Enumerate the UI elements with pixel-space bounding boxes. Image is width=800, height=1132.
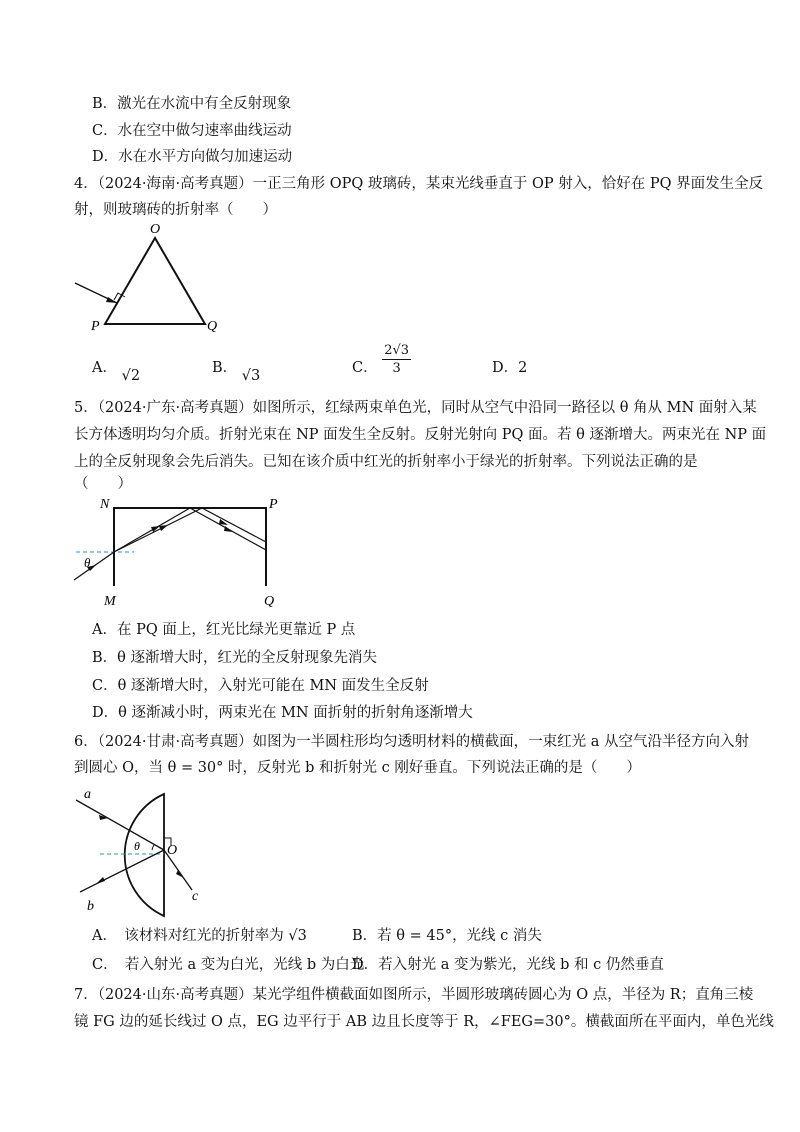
q4-figure-triangle (70, 220, 240, 342)
theta-arc (152, 845, 154, 850)
label-a: a (84, 787, 91, 802)
q3-option-d: D．水在水平方向做匀加速运动 (92, 149, 293, 165)
q4-option-b-value: √3 (241, 368, 261, 384)
q5-stem-line1: 5．（2024·广东·高考真题）如图所示，红绿两束单色光，同时从空气中沿同一路径以 θ 角从 MN 面射入某 (74, 400, 757, 416)
q4-stem-line2: 射，则玻璃砖的折射率（ ） (74, 202, 277, 218)
q4-option-a-value: √2 (121, 368, 141, 384)
semicircle-outline (125, 794, 164, 916)
q3-option-c: C．水在空中做匀速率曲线运动 (92, 123, 292, 139)
refracted-ray-1 (114, 508, 190, 552)
q4-option-b (212, 358, 261, 384)
label-b: b (87, 899, 94, 914)
ray-b (80, 850, 164, 892)
q5-option-d: D．θ 逐渐减小时，两束光在 MN 面折射的折射角逐渐增大 (92, 705, 473, 721)
q6-option-a: A． 该材料对红光的折射率为 √3 (92, 928, 307, 944)
q6-option-b: B．若 θ = 45°，光线 c 消失 (352, 928, 542, 944)
refracted-ray-2 (114, 508, 202, 552)
q7-stem-line2: 镜 FG 边的延长线过 O 点，EG 边平行于 AB 边且长度等于 R，∠FEG=30°。横截面所在平面内，单色光线 (74, 1014, 774, 1030)
label-theta: θ (84, 555, 91, 570)
q4-option-c-numerator: 2√3 (384, 343, 410, 358)
label-p: P (91, 319, 100, 334)
q5-stem-line4: （ ） (74, 476, 132, 492)
label-m: M (104, 594, 116, 609)
ray-a (76, 800, 164, 850)
label-q: Q (207, 319, 218, 334)
q6-stem-line1: 6．（2024·甘肃·高考真题）如图为一半圆柱形均匀透明材料的横截面，一束红光 a 从空气沿半径方向入射 (74, 734, 749, 750)
arrowhead-b (96, 877, 105, 884)
q3-option-b: B．激光在水流中有全反射现象 (92, 96, 292, 112)
label-q: Q (264, 594, 275, 609)
q5-stem-line3: 上的全反射现象会先后消失。已知在该介质中红光的折射率小于绿光的折射率。下列说法正确的是 (74, 454, 698, 470)
q4-option-a (92, 358, 141, 384)
q6-figure-semicylinder (70, 782, 230, 922)
label-theta: θ (134, 839, 140, 853)
q6-option-c: C． 若入射光 a 变为白光，光线 b 为白光 (92, 957, 365, 973)
label-o: O (167, 843, 178, 858)
triangle-opq (105, 238, 205, 324)
reflected-ray-2 (202, 508, 266, 542)
label-n: N (100, 497, 110, 512)
arrowhead (159, 525, 168, 531)
q4-option-a-letter: A． (92, 360, 117, 376)
q5-figure-prism (70, 494, 290, 616)
q6-option-d: D．若入射光 a 变为紫光，光线 b 和 c 仍然垂直 (352, 957, 664, 973)
q5-option-c: C．θ 逐渐增大时，入射光可能在 MN 面发生全反射 (92, 678, 429, 694)
medium-outline (114, 508, 266, 586)
q4-option-b-letter: B． (212, 360, 238, 376)
arrowhead (224, 526, 233, 532)
q6-stem-line2: 到圆心 O，当 θ = 30° 时，反射光 b 和折射光 c 刚好垂直。下列说法正确的是（ ） (74, 760, 641, 776)
label-p: P (269, 497, 278, 512)
q4-option-d: D．2 (492, 360, 528, 376)
q4-stem-line1: 4．（2024·海南·高考真题）一正三角形 OPQ 玻璃砖，某束光线垂直于 OP 射入，恰好在 PQ 界面发生全反 (74, 176, 764, 192)
label-o: O (150, 222, 161, 237)
arrowhead-c (176, 870, 184, 878)
q5-option-b: B．θ 逐渐增大时，红光的全反射现象先消失 (92, 650, 377, 666)
q7-stem-line1: 7．（2024·山东·高考真题）某光学组件横截面如图所示，半圆形玻璃砖圆心为 O 点，半径为 R；直角三棱 (74, 987, 754, 1003)
q5-option-a: A．在 PQ 面上，红光比绿光更靠近 P 点 (92, 622, 356, 638)
q5-stem-line2: 长方体透明均匀介质。折射光束在 NP 面发生全反射。反射光射向 PQ 面。若 θ 逐渐增大。两束光在 NP 面 (74, 427, 767, 443)
q4-option-c-denominator: 3 (392, 361, 401, 376)
q4-option-c: C． $\frac{2√3}{3}$ (352, 343, 410, 376)
label-c: c (192, 889, 199, 904)
q4-option-c-fraction (382, 342, 411, 377)
